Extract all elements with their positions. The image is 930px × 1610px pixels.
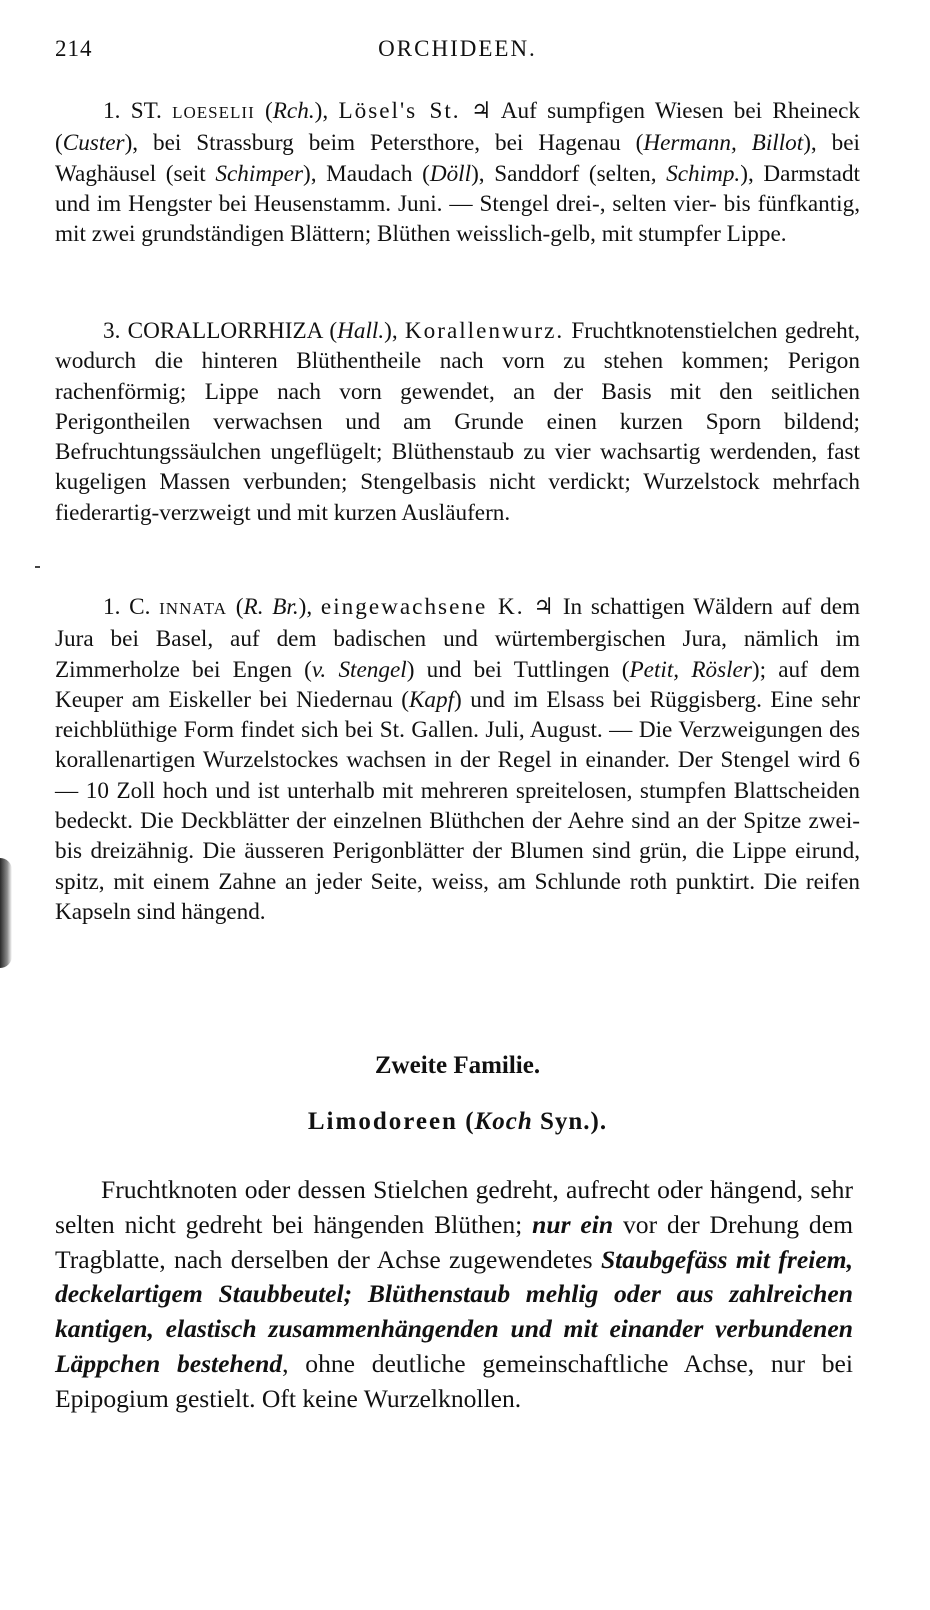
genus-description: Fruchtknotenstielchen gedreht, wodurch die hinteren Blüthentheile nach vorn zu stehen kommen; Perigon rachenförmig; Lippe nach vorn gewendet, an der Basis mit den seitlichen Perigontheilen verwachsen und am Grunde einen kurzen Sporn bildend; Befruchtungssäulchen ungeflügelt; Blüthenstaub zu vier wachsartig werdenden, fast kugeligen Massen verbunden; Stengelbasis nicht verdickt; Wurzelstock mehrfach fiederartig-verzweigt und mit kurzen Ausläufern. <box>55 318 861 526</box>
species-entry-innata: 1. C. INNATA (R. Br.), eingewachsene K. ♃ In schattigen Wäldern auf dem Jura bei Basel, auf dem badischen und würtembergischen Jura, nämlich im Zimmerholze bei Engen (v. Stengel) und bei Tuttlingen (Petit, Rösler); auf dem Keuper am Eiskeller bei Niedernau (Kapf) und im Elsass bei Rüggisberg. Eine sehr reichblüthige Form findet sich bei St. Gallen. Juli, August. — Die Verzweigungen des korallenartigen Wurzelstockes wachsen in der Regel in einander. Der Stengel wird 6 — 10 Zoll hoch und ist unterhalb mit mehreren spreitelosen, stumpfen Blattscheiden bedeckt. Die Deckblätter der einzelnen Blüthchen der Aehre sind an der Spitze zwei- bis dreizähnig. Die äusseren Perigonblätter der Blumen sind grün, die Lippe eirund, spitz, mit einem Zahne an jeder Seite, weiss, am Schlunde roth punktirt. Die reifen Kapseln sind hängend. <box>55 594 861 925</box>
perennial-symbol: ♃ <box>533 594 555 620</box>
margin-mark <box>35 566 40 568</box>
species-entry-loeselii: 1. ST. LOESELII (Rch.), Lösel's St. ♃ Auf sumpfigen Wiesen bei Rheineck (Custer), bei Strassburg beim Petersthore, bei Hagenau (Hermann, Billot), bei Waghäusel (seit Schimper), Maudach (Döll), Sanddorf (selten, Schimp.), Darmstadt und im Hengster bei Heusenstamm. Juni. — Stengel drei-, selten vier- bis fünfkantig, mit zwei grundständigen Blättern; Blüthen weisslich-gelb, mit stumpfer Lippe. <box>55 98 861 248</box>
family-name-heading: Limodoreen (Koch Syn.). <box>307 1108 608 1135</box>
family-description: Fruchtknoten oder dessen Stielchen gedreht, aufrecht oder hängend, sehr selten nicht gedreht bei hängenden Blüthen; nur ein vor der Drehung dem Tragblatte, nach derselben der Achse zugewendetes Staubgefäss mit freiem, deckelartigem Staubbeutel; Blüthenstaub mehlig oder aus zahlreichen kantigen, elastisch zusammenhängenden und mit einander verbundenen Läppchen bestehend, ohne deutliche gemeinschaftliche Achse, nur bei Epipogium gestielt. Oft keine Wurzelknollen. <box>55 1175 853 1413</box>
family-author-ref: Syn. <box>539 1108 591 1135</box>
family-author: Koch <box>474 1108 533 1135</box>
collector-name: Hermann, Billot <box>643 130 804 157</box>
page-number: 214 <box>55 36 93 61</box>
genus-entry-corallorrhiza: 3. CORALLORRHIZA (Hall.), Korallenwurz. Fruchtknotenstielchen gedreht, wodurch die hinteren Blüthentheile nach vorn zu stehen kommen; Perigon rachenförmig; Lippe nach vorn gewendet, an der Basis mit den seitlichen Perigontheilen verwachsen und am Grunde einen kurzen Sporn bildend; Befruchtungssäulchen ungeflügelt; Blüthenstaub zu vier wachsartig werdenden, fast kugeligen Massen verbunden; Stengelbasis nicht verdickt; Wurzelstock mehrfach fiederartig-verzweigt und mit kurzen Ausläufern. <box>55 318 861 526</box>
entry-number: 1. C. <box>103 594 151 620</box>
common-name: Korallenwurz. <box>404 318 565 344</box>
family-heading: Zweite Familie. <box>374 1052 541 1079</box>
common-name: Lösel's St. <box>338 98 461 124</box>
species-epithet: LOESELII <box>172 103 255 122</box>
collector-name: Schimper <box>215 160 303 187</box>
collector-name: Petit, Rösler <box>629 656 752 683</box>
species-author: R. Br. <box>243 594 299 620</box>
common-name: eingewachsene K. <box>320 594 525 620</box>
collector-name: Schimp. <box>666 160 741 187</box>
collector-name: Custer <box>62 130 125 157</box>
emphasis-text: nur ein <box>532 1209 614 1239</box>
perennial-symbol: ♃ <box>470 98 492 124</box>
species-epithet: INNATA <box>159 599 228 618</box>
collector-name: Kapf <box>408 686 455 713</box>
collector-name: v. Stengel <box>311 656 407 683</box>
collector-name: Döll <box>429 160 472 187</box>
genus-name: CORALLORRHIZA <box>127 318 323 344</box>
running-title: ORCHIDEEN. <box>378 36 537 61</box>
genus-author: Hall. <box>337 318 385 344</box>
page-header <box>55 36 860 70</box>
page-edge-shadow <box>0 858 12 968</box>
family-name: Limodoreen <box>307 1108 458 1135</box>
genus-number: 3. <box>103 318 121 344</box>
emphasis-text: Staubgefäss mit freiem, deckelartigem Staubbeutel; Blüthenstaub mehlig oder aus zahlreichen kantigen, elastisch zusammenhängenden und mit einander verbundenen Läppchen bestehend <box>55 1244 853 1378</box>
entry-number: 1. ST. <box>103 98 162 124</box>
species-author: Rch. <box>272 98 315 124</box>
